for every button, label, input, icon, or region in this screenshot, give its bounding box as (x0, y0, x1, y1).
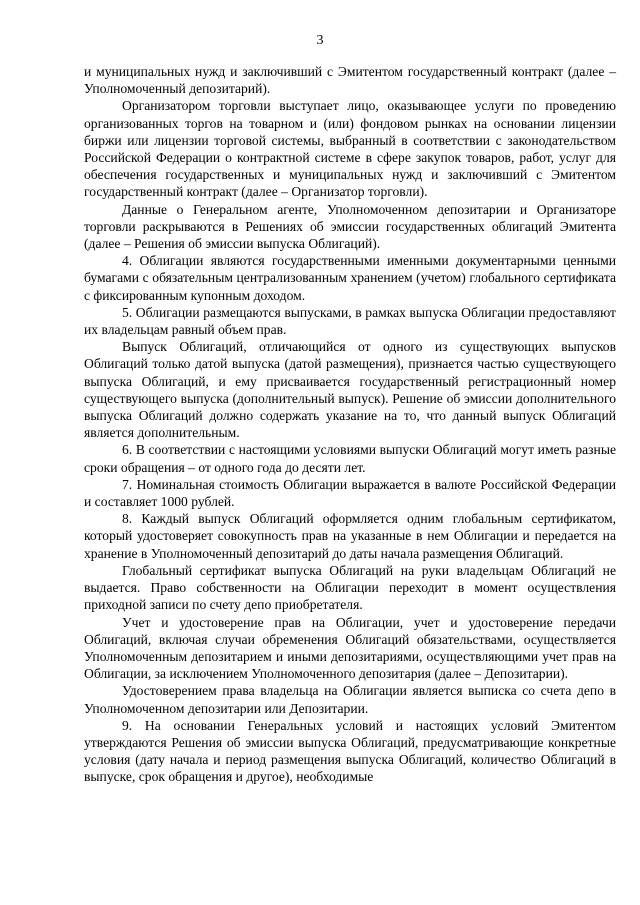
paragraph-10: Глобальный сертификат выпуска Облигаций на руки владельцам Облигаций не выдается. Право собственности на Облигации переходит в момент осуществления приходной записи по счету депо приобретателя. (84, 562, 616, 613)
paragraph-1: и муниципальных нужд и заключивший с Эмитентом государственный контракт (далее – Уполномоченный депозитарий). (84, 64, 616, 97)
paragraph-5: 5. Облигации размещаются выпусками, в рамках выпуска Облигации предоставляют их владельцам равный объем прав. (84, 304, 616, 338)
paragraph-6: Выпуск Облигаций, отличающийся от одного из существующих выпусков Облигаций только датой выпуска (датой размещения), признается частью существующего выпуска Облигаций, и ему присваивается государственный регистрационный номер существующего выпуска (дополнительный выпуск). Решение об эмиссии дополнительного выпуска Облигаций должно содержать указание на то, что данный выпуск Облигаций является дополнительным. (84, 339, 616, 441)
paragraph-8: 7. Номинальная стоимость Облигации выражается в валюте Российской Федерации и составляет 1000 рублей. (84, 476, 616, 510)
paragraph-7: 6. В соответствии с настоящими условиями выпуски Облигаций могут иметь разные сроки обращения – от одного года до десяти лет. (84, 442, 616, 475)
paragraph-4: 4. Облигации являются государственными именными документарными ценными бумагами с обязательным централизованным хранением (учетом) глобального сертификата с фиксированным купонным доходом. (84, 253, 616, 303)
paragraph-12: Удостоверением права владельца на Облигации является выписка со счета депо в Уполномоченном депозитарии или Депозитарии. (84, 683, 616, 716)
paragraph-13: 9. На основании Генеральных условий и настоящих условий Эмитентом утверждаются Решения об эмиссии выпуска Облигаций, предусматривающие конкретные условия (дату начала и период размещения выпуска Облигаций, количество Облигаций в выпуске, срок обращения и другое), необходимые (84, 717, 616, 785)
paragraph-11: Учет и удостоверение прав на Облигации, учет и удостоверение передачи Облигаций, включая случаи обременения Облигаций обязательствами, осуществляется Уполномоченным депозитарием и иными депозитариями, осуществляющими учет прав на Облигации, за исключением Уполномоченного депозитария (далее – Депозитарии). (84, 614, 616, 682)
paragraph-3: Данные о Генеральном агенте, Уполномоченном депозитарии и Организаторе торговли раскрываются в Решениях об эмиссии государственных облигаций Эмитента (далее – Решения об эмиссии выпуска Облигаций). (84, 201, 616, 252)
page-number: 3 (316, 33, 324, 48)
paragraph-2: Организатором торговли выступает лицо, оказывающее услуги по проведению организованных торгов на товарном и (или) фондовом рынках на основании лицензии биржи или лицензии торговой системы, выбранный в соответствии с законодательством Российской Федерации о контрактной системе в сфере закупок товаров, работ, услуг для обеспечения государственных и муниципальных нужд и заключивший с Эмитентом государственный контракт (далее – Организатор торговли). (84, 98, 616, 200)
document-body (84, 63, 616, 786)
paragraph-9: 8. Каждый выпуск Облигаций оформляется одним глобальным сертификатом, который удостоверяет совокупность прав на указанные в нем Облигации и передается на хранение в Уполномоченный депозитарий до даты начала размещения Облигаций. (84, 511, 616, 561)
